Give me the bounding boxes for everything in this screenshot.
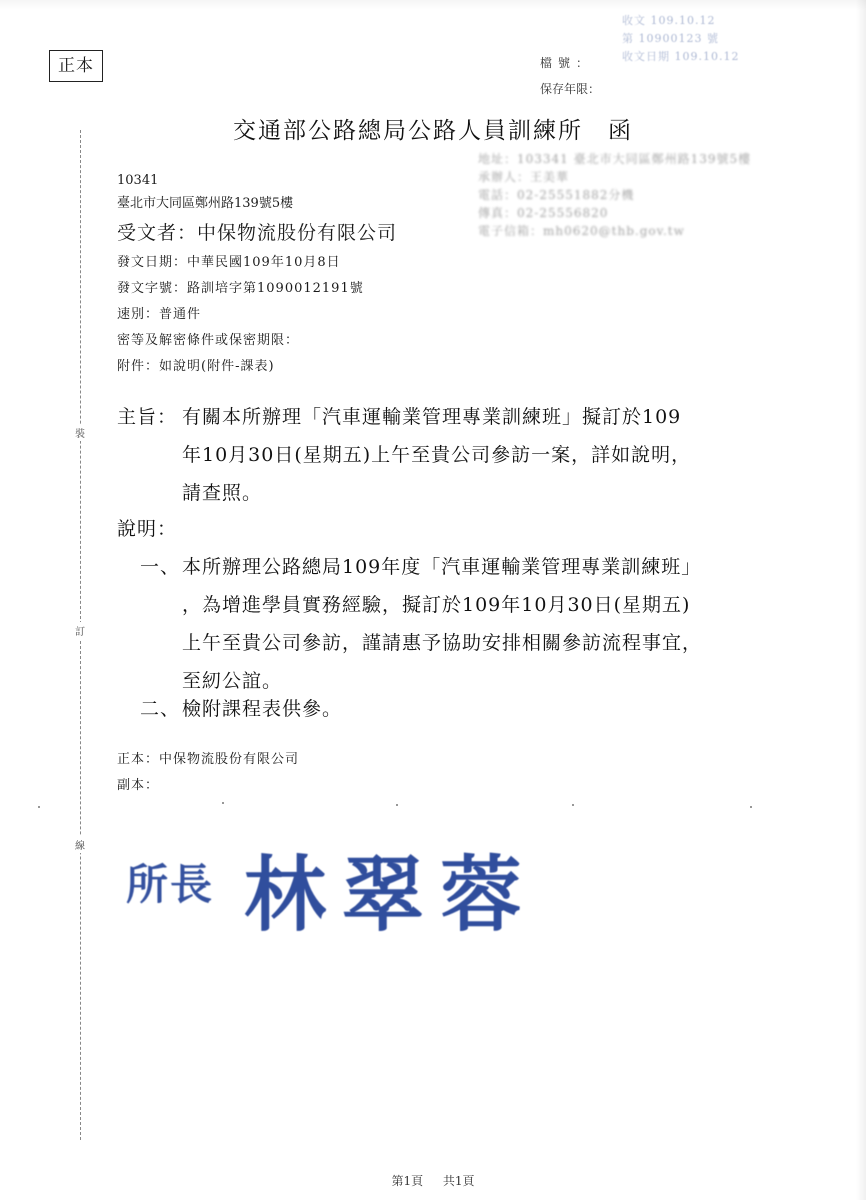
delivery-speed: 速別：普通件 [117, 307, 202, 322]
receipt-stamp [618, 8, 830, 64]
issue-date: 發文日期：中華民國109年10月8日 [117, 255, 341, 270]
page-total: 共1頁 [442, 1174, 475, 1188]
scan-dot [396, 804, 398, 806]
page-current: 第1頁 [391, 1174, 424, 1188]
signature-title: 所長 [126, 860, 215, 909]
sender-address: 臺北市大同區鄭州路139號5樓 [117, 196, 294, 211]
sender-zip: 10341 [117, 173, 159, 188]
stamp-line: 第 10900123 號 [622, 32, 719, 45]
page-number [0, 1172, 866, 1189]
explanation-item-marker: 一、 [140, 556, 181, 578]
letterhead-title: 交通部公路總局公路人員訓練所 函 [233, 118, 633, 144]
retention-label: 保存年限： [540, 82, 601, 96]
contact-line: 電子信箱：mh0620@thb.gov.tw [478, 224, 685, 238]
explanation-line: ，為增進學員實務經驗，擬訂於109年10月30日(星期五) [182, 594, 691, 616]
explanation-item-marker: 二、 [140, 698, 181, 720]
subject-label: 主旨： [117, 406, 178, 428]
copy-recipient: 副本： [117, 778, 160, 793]
subject-line: 有關本所辦理「汽車運輸業管理專業訓練班」擬訂於109 [182, 406, 682, 428]
binding-mark: 訂 [75, 622, 85, 639]
reference-number: 發文字號：路訓培字第1090012191號 [117, 281, 364, 296]
director-signature-stamp [126, 830, 539, 943]
attachment: 附件：如說明(附件-課表) [117, 359, 275, 374]
archive-number-label: 檔號： [540, 56, 595, 70]
stamp-line: 收文 109.10.12 [622, 14, 716, 27]
subject-line: 年10月30日(星期五)上午至貴公司參訪一案，詳如說明， [182, 444, 692, 466]
binding-mark: 線 [75, 836, 85, 853]
secrecy-level: 密等及解密條件或保密期限： [117, 333, 300, 348]
contact-block [478, 150, 813, 242]
scan-dot [222, 802, 224, 804]
explanation-line: 檢附課程表供參。 [182, 698, 343, 720]
contact-line: 電話：02-25551882分機 [478, 188, 635, 202]
copy-type-box: 正本 [49, 50, 103, 82]
explanation-line: 本所辦理公路總局109年度「汽車運輸業管理專業訓練班」 [182, 556, 702, 578]
scan-dot [572, 804, 574, 806]
scan-dot [38, 806, 40, 808]
binding-mark: 裝 [75, 424, 85, 441]
original-recipient: 正本：中保物流股份有限公司 [117, 752, 300, 767]
stamp-line: 收文日期 109.10.12 [622, 50, 740, 63]
contact-line: 傳真：02-25556820 [478, 206, 609, 220]
contact-line: 承辦人：王美華 [478, 170, 570, 184]
contact-line: 地址：103341 臺北市大同區鄭州路139號5樓 [478, 152, 752, 166]
scan-shade-right [856, 0, 866, 1200]
explanation-label: 說明： [117, 518, 178, 540]
recipient: 受文者：中保物流股份有限公司 [117, 222, 398, 244]
explanation-line: 上午至貴公司參訪，謹請惠予協助安排相關參訪流程事宜， [182, 632, 703, 654]
explanation-line: 至紉公誼。 [182, 670, 283, 692]
signature-name: 林翠蓉 [244, 847, 539, 943]
subject-line: 請查照。 [182, 482, 263, 504]
scan-dot [750, 806, 752, 808]
